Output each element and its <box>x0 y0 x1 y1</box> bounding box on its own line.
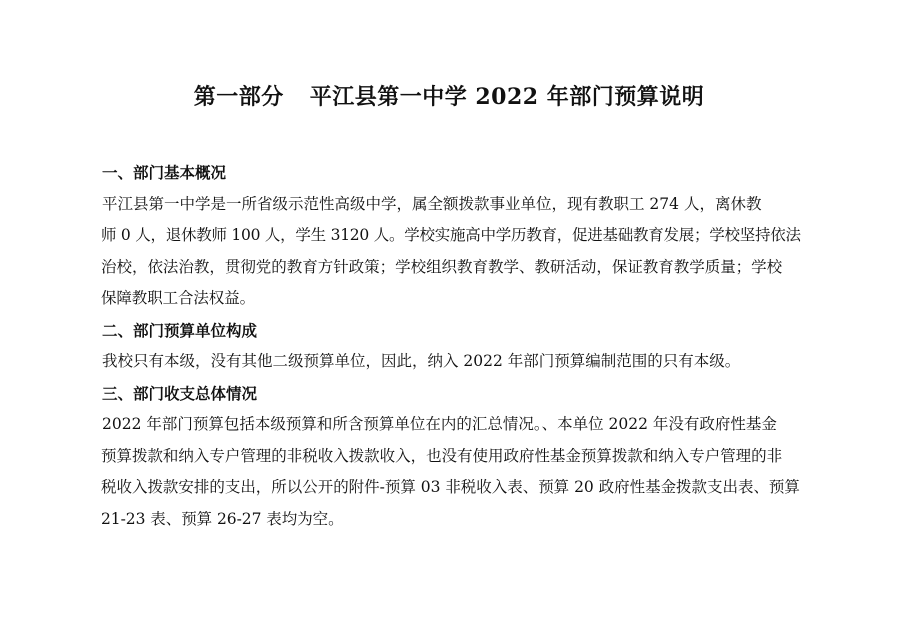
paragraph-line: 预算拨款和纳入专户管理的非税收入拨款收入，也没有使用政府性基金预算拨款和纳入专户管理的非 <box>101 446 783 465</box>
page-title <box>0 80 898 111</box>
paragraph-line: 税收入拨款安排的支出，所以公开的附件-预算 03 非税收入表、预算 20 政府性基金拨款支出表、预算 <box>101 478 800 496</box>
document-body <box>102 157 802 535</box>
paragraph-line: 2022 年部门预算包括本级预算和所含预算单位在内的汇总情况。、本单位 2022 年没有政府性基金 <box>102 415 777 433</box>
paragraph-line: 保障教职工合法权益。 <box>101 289 256 307</box>
section-paragraph <box>102 409 802 535</box>
paragraph-line: 师 0 人，退休教师 100 人，学生 3120 人。学校实施高中学历教育，促进基础教育发展；学校坚持依法 <box>101 226 801 244</box>
section-paragraph <box>102 189 802 315</box>
paragraph-line: 治校，依法治教，贯彻党的教育方针政策；学校组织教育教学、教研活动，保证教育教学质量；学校 <box>101 257 783 276</box>
paragraph-line: 我校只有本级，没有其他二级预算单位，因此，纳入 2022 年部门预算编制范围的只有本级。 <box>102 352 741 370</box>
paragraph-line: 21-23 表、预算 26-27 表均为空。 <box>101 509 344 528</box>
section-paragraph <box>102 346 802 378</box>
section-heading-budget-units: 二、部门预算单位构成 <box>102 320 258 340</box>
section-heading-basic-overview: 一、部门基本概况 <box>102 163 227 182</box>
section-heading-revenue-expenditure: 三、部门收支总体情况 <box>102 383 258 403</box>
title-part: 第一部分 <box>193 84 284 110</box>
title-main: 平江县第一中学 2022 年部门预算说明 <box>309 84 705 110</box>
paragraph-line: 平江县第一中学是一所省级示范性高级中学，属全额拨款事业单位，现有教职工 274 人，离休教 <box>102 194 762 213</box>
